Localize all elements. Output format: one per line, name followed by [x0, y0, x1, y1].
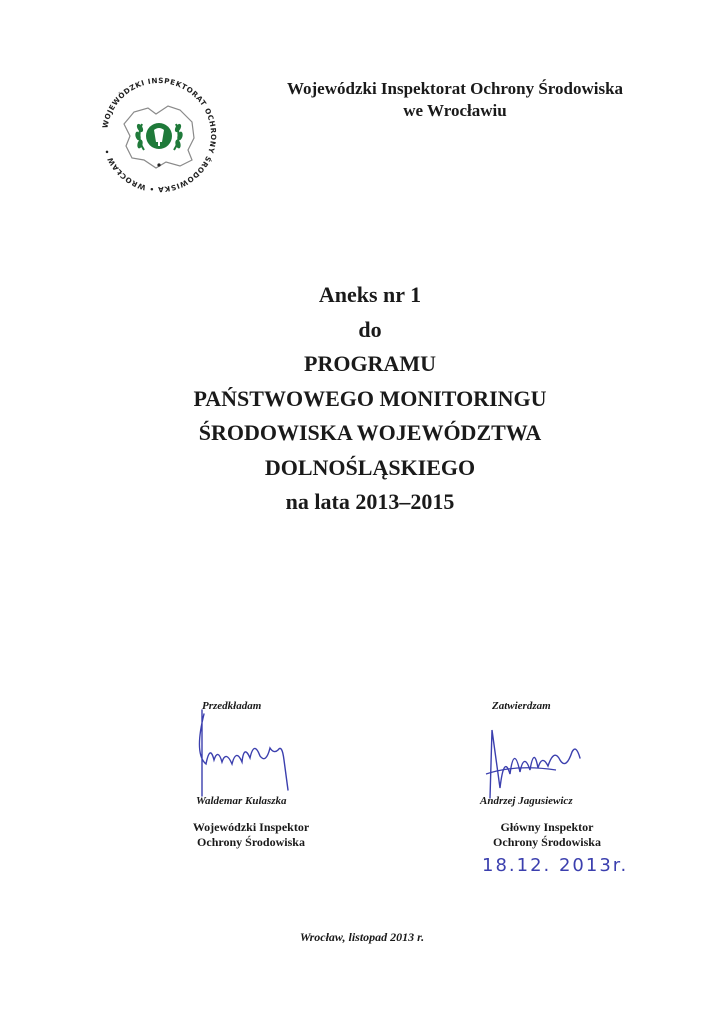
wios-logo — [96, 72, 222, 198]
document-title — [100, 278, 640, 520]
role-line: Wojewódzki Inspektor — [192, 820, 310, 834]
signatory-name: Waldemar Kulaszka — [196, 795, 287, 807]
title-line: PAŃSTWOWEGO MONITORINGU — [193, 385, 547, 411]
signatory-role — [166, 820, 336, 850]
handwritten-signature-left — [180, 704, 320, 804]
role-line: Ochrony Środowiska — [197, 835, 305, 849]
institution-city: we Wrocławiu — [403, 101, 507, 120]
title-line: Aneks nr 1 — [318, 282, 422, 307]
signatory-name: Andrzej Jagusiewicz — [480, 795, 573, 807]
signature-action: Przedkładam — [202, 700, 262, 712]
title-line: PROGRAMU — [304, 351, 436, 376]
signatory-role — [462, 820, 632, 850]
title-line: DOLNOŚLĄSKIEGO — [264, 454, 476, 480]
handwritten-date — [478, 850, 628, 878]
title-line: na lata 2013–2015 — [285, 489, 455, 514]
role-line: Ochrony Środowiska — [493, 835, 601, 849]
title-line: ŚRODOWISKA WOJEWÓDZTWA — [198, 420, 542, 445]
handwritten-date-text: 18.12. 2013r. — [482, 855, 628, 876]
svg-text:WOJEWÓDZKI INSPEKTORAT OCHRONY: WOJEWÓDZKI INSPEKTORAT OCHRONY ŚRODOWISKA • WROCŁAW • — [100, 75, 219, 195]
place-and-date: Wrocław, listopad 2013 r. — [299, 930, 425, 944]
role-line: Główny Inspektor — [500, 820, 594, 834]
signature-action: Zatwierdzam — [492, 700, 551, 712]
institution-name: Wojewódzki Inspektorat Ochrony Środowiska — [286, 79, 624, 98]
title-line: do — [358, 316, 382, 342]
institution-header — [248, 78, 662, 122]
